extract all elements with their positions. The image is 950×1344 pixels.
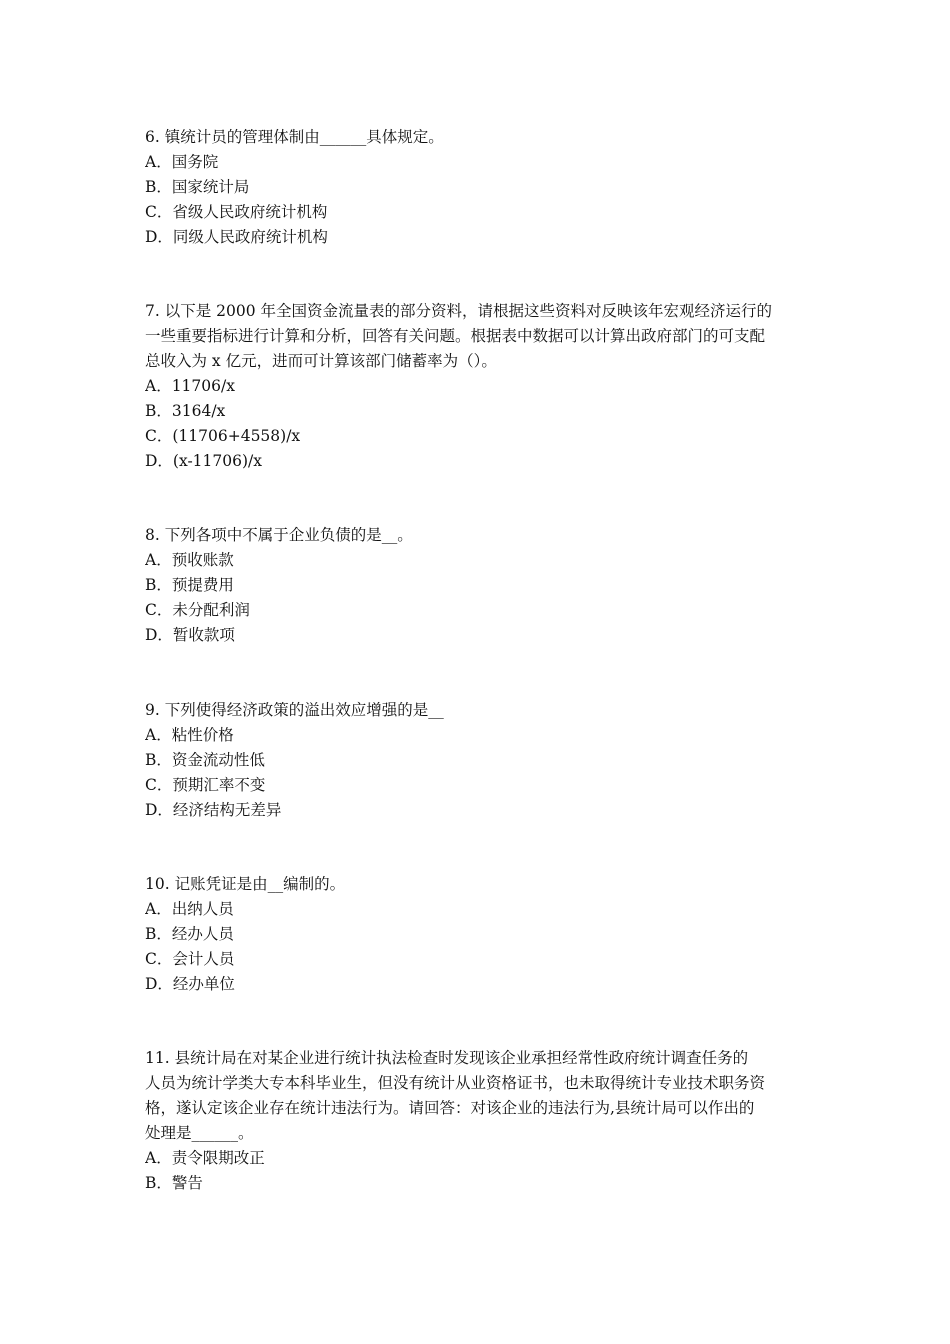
question-stem	[145, 872, 815, 897]
option-d: D．暂收款项	[145, 626, 235, 644]
question-9	[145, 698, 815, 823]
option-b: B．预提费用	[145, 576, 234, 594]
option-b: B．资金流动性低	[145, 751, 265, 769]
option-list	[145, 723, 815, 823]
question-11	[145, 1046, 815, 1196]
option-list	[145, 374, 815, 474]
stem-line: 11. 县统计局在对某企业进行统计执法检查时发现该企业承担经常性政府统计调查任务的	[145, 1049, 749, 1067]
stem-line: 格，遂认定该企业存在统计违法行为。请回答：对该企业的违法行为,县统计局可以作出的	[145, 1099, 755, 1117]
question-stem	[145, 299, 815, 374]
option-b: B．经办人员	[145, 925, 234, 943]
option-d: D．(x-11706)/x	[145, 452, 262, 470]
option-a: A．国务院	[145, 153, 219, 171]
option-b: B．3164/x	[145, 402, 226, 420]
option-c: C．(11706+4558)/x	[145, 427, 301, 445]
option-c: C．会计人员	[145, 950, 235, 968]
option-a: A．责令限期改正	[145, 1149, 265, 1167]
option-a: A．11706/x	[145, 377, 235, 395]
option-c: C．省级人民政府统计机构	[145, 203, 328, 221]
question-7	[145, 299, 815, 474]
option-b: B．警告	[145, 1174, 203, 1192]
option-list	[145, 897, 815, 997]
stem-line: 处理是______。	[145, 1124, 254, 1142]
option-a: A．粘性价格	[145, 726, 234, 744]
stem-line: 人员为统计学类大专本科毕业生，但没有统计从业资格证书，也未取得统计专业技术职务资	[145, 1074, 766, 1092]
option-list	[145, 548, 815, 648]
stem-line: 9. 下列使得经济政策的溢出效应增强的是__	[145, 701, 444, 719]
question-stem	[145, 125, 815, 150]
option-a: A．预收账款	[145, 551, 234, 569]
stem-line: 10. 记账凭证是由__编制的。	[145, 875, 346, 893]
option-c: C．未分配利润	[145, 601, 250, 619]
question-stem	[145, 1046, 815, 1146]
question-8	[145, 523, 815, 648]
option-c: C．预期汇率不变	[145, 776, 266, 794]
option-list	[145, 150, 815, 250]
stem-line: 总收入为 x 亿元，进而可计算该部门储蓄率为（）。	[145, 352, 497, 370]
stem-line: 6. 镇统计员的管理体制由______具体规定。	[145, 128, 444, 146]
stem-line: 8. 下列各项中不属于企业负债的是__。	[145, 526, 413, 544]
question-10	[145, 872, 815, 997]
option-b: B．国家统计局	[145, 178, 250, 196]
question-stem	[145, 523, 815, 548]
stem-line: 一些重要指标进行计算和分析，回答有关问题。根据表中数据可以计算出政府部门的可支配	[145, 327, 766, 345]
option-d: D．经办单位	[145, 975, 235, 993]
stem-line: 7. 以下是 2000 年全国资金流量表的部分资料，请根据这些资料对反映该年宏观经济运行的	[145, 302, 773, 320]
question-6	[145, 125, 815, 250]
question-stem	[145, 698, 815, 723]
option-a: A．出纳人员	[145, 900, 234, 918]
option-d: D．同级人民政府统计机构	[145, 228, 328, 246]
option-list	[145, 1146, 815, 1196]
option-d: D．经济结构无差异	[145, 801, 282, 819]
